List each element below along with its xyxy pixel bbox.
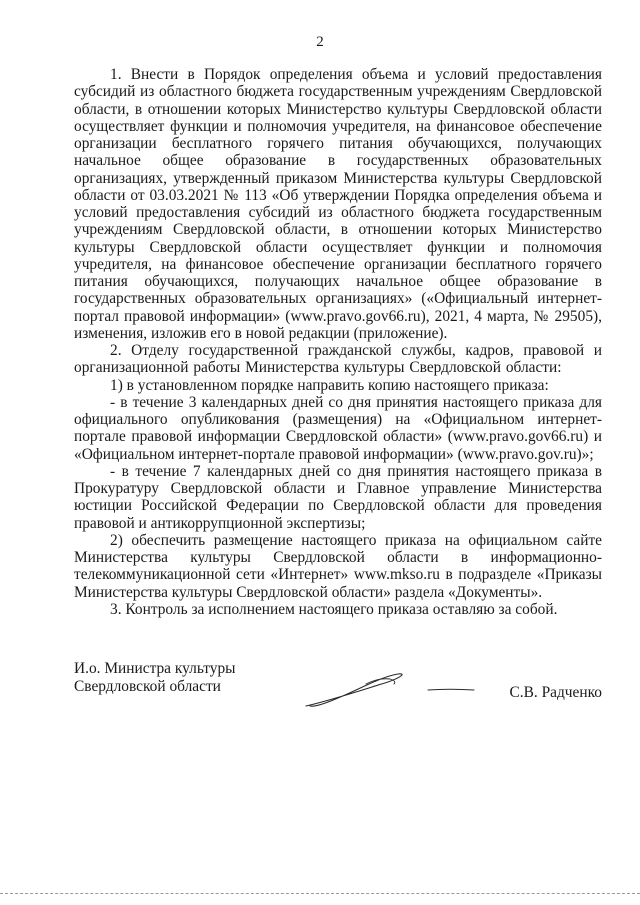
handwritten-signature: [302, 664, 482, 710]
signatory-position: [74, 660, 236, 696]
paragraph-item-3: 3. Контроль за исполнением настоящего приказа оставляю за собой.: [110, 600, 558, 618]
paragraph-item-2-2: 2) обеспечить размещение настоящего приказа на официальном сайте Министерства культуры Свердловской области в информационно-телекоммуникационной сети «Интернет» www.mkso.ru в подразделе «Приказы Министерства культуры Свердловской области» раздела «Документы».: [74, 531, 602, 601]
page-number: 2: [316, 34, 324, 50]
bottom-divider: [0, 893, 640, 894]
signatory-position-line-1: И.о. Министра культуры: [74, 660, 236, 677]
paragraph-item-2-1-a: - в течение 3 календарных дней со дня принятия настоящего приказа для официального опубликования (размещения) на «Официальном интернет-портале правовой информации Свердловской области» (www.pravo.gov66.ru) и «Официальном интернет-портале правовой информации» (www.pravo.gov.ru)»;: [74, 393, 602, 463]
document-body: [74, 66, 602, 618]
signatory-position-line-2: Свердловской области: [74, 678, 221, 695]
paragraph-item-2: 2. Отделу государственной гражданской службы, кадров, правовой и организационной работы Министерства культуры Свердловской области:: [74, 342, 602, 377]
signatory-name: С.В. Радченко: [509, 684, 602, 701]
signature-block: [74, 660, 602, 710]
paragraph-item-1: 1. Внести в Порядок определения объема и условий предоставления субсидий из областного бюджета государственным учреждениям Свердловской области, в отношении которых Министерство культуры Свердловской области осуществляет функции и полномочия учредителя, на финансовое обеспечение организации бесплатного горячего питания обучающихся, получающих начальное общее образование в государственных образовательных организациях, утвержденный приказом Министерства культуры Свердловской области от 03.03.2021 № 113 «Об утверждении Порядка определения объема и условий предоставления субсидий из областного бюджета государственным учреждениям Свердловской области, в отношении которых Министерство культуры Свердловской области осуществляет функции и полномочия учредителя, на финансовое обеспечение организации бесплатного горячего питания обучающихся, получающих начальное общее образование в государственных образовательных организациях» («Официальный интернет-портал правовой информации» (www.pravo.gov66.ru), 2021, 4 марта, № 29505), изменения, изложив его в новой редакции (приложение).: [74, 66, 602, 342]
paragraph-item-2-1: 1) в установленном порядке направить копию настоящего приказа:: [110, 376, 549, 394]
paragraph-item-2-1-b: - в течение 7 календарных дней со дня принятия настоящего приказа в Прокуратуру Свердловской области и Главное управление Министерства юстиции Российской Федерации по Свердловской области для проведения правовой и антикоррупционной экспертизы;: [74, 462, 602, 532]
